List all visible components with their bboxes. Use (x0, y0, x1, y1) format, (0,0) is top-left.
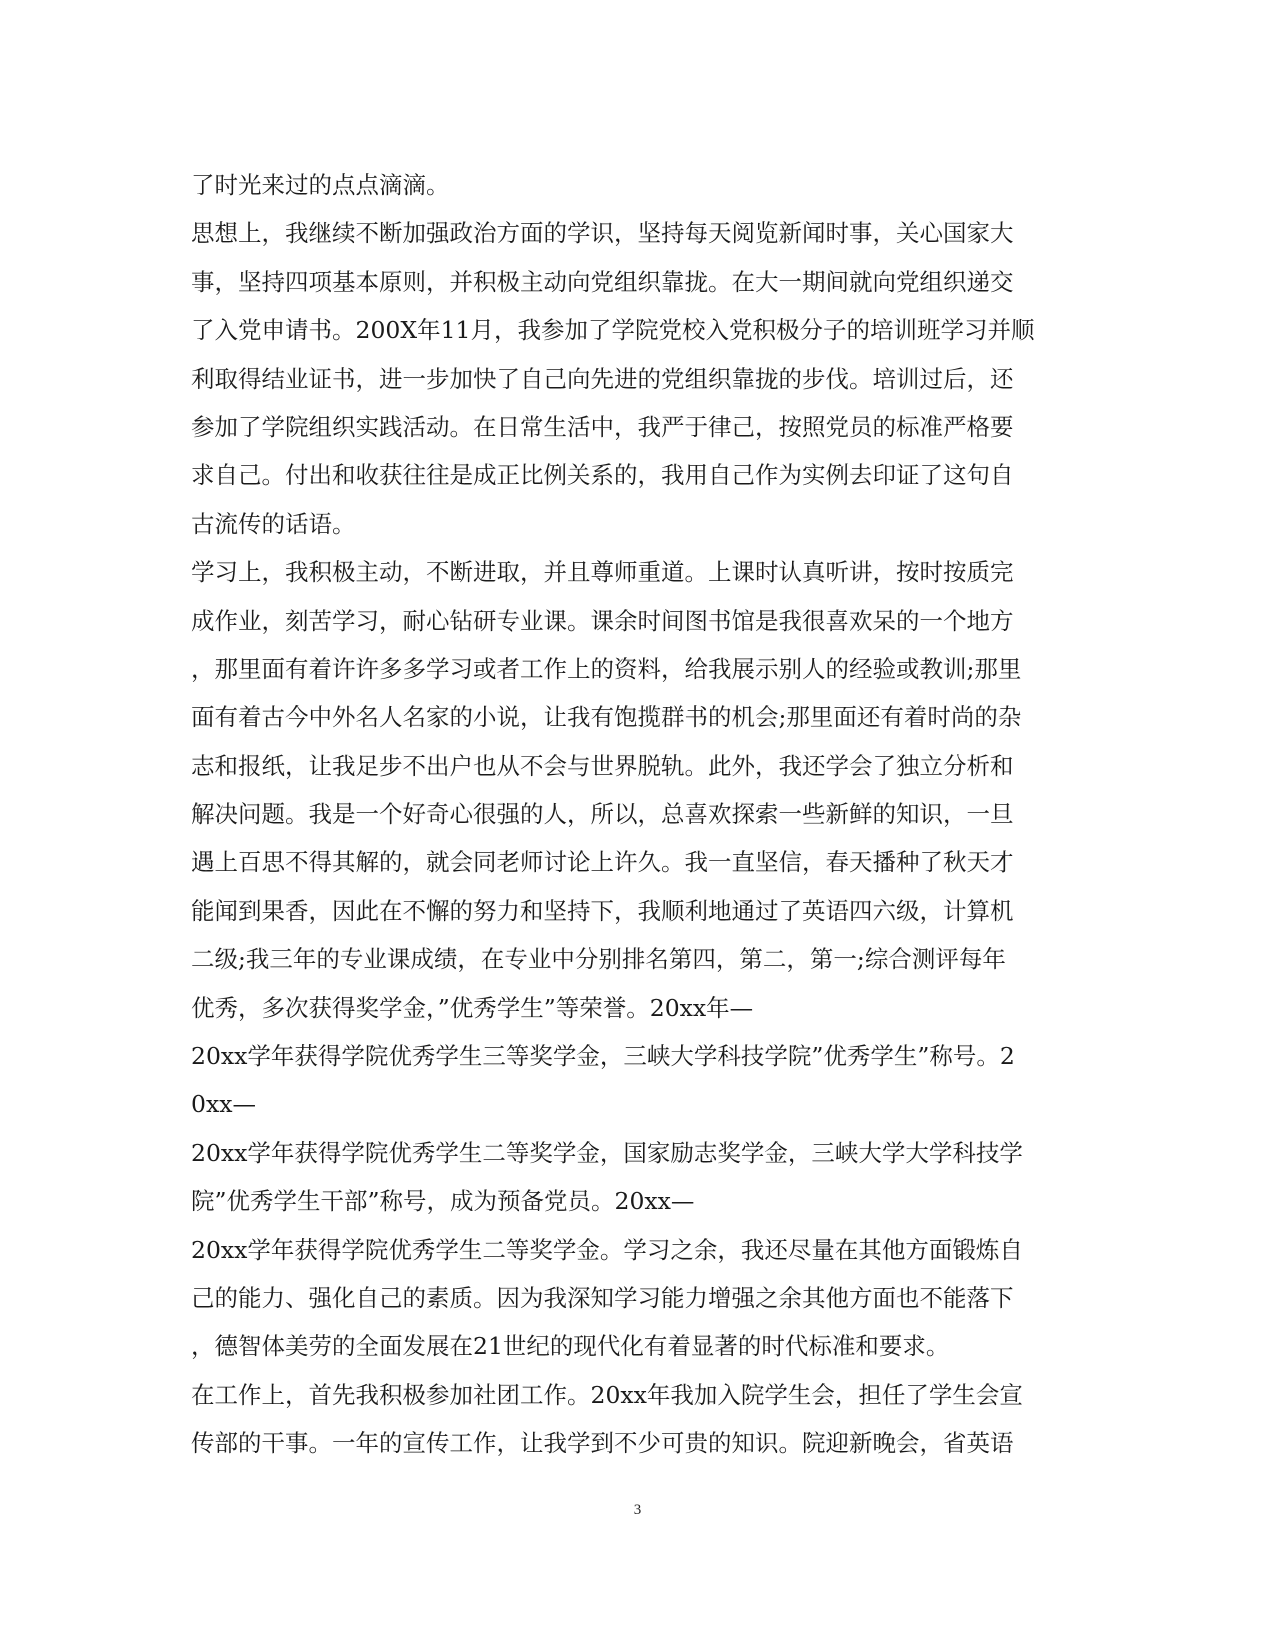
text-line: ，德智体美劳的全面发展在21世纪的现代化有着显著的时代标准和要求。 (191, 1332, 950, 1361)
text-line: 0xx— (191, 1090, 256, 1119)
text-line: 院”优秀学生干部”称号，成为预备党员。20xx— (191, 1187, 695, 1216)
text-line: 能闻到果香，因此在不懈的努力和坚持下，我顺利地通过了英语四六级，计算机 (191, 896, 1014, 925)
text-line: 20xx学年获得学院优秀学生二等奖学金。学习之余，我还尽量在其他方面锻炼自 (191, 1235, 1023, 1264)
text-line: 了入党申请书。200X年11月，我参加了学院党校入党积极分子的培训班学习并顺 (191, 316, 1035, 345)
text-line: 求自己。付出和收获往往是成正比例关系的，我用自己作为实例去印证了这句自 (191, 461, 1014, 490)
text-line: 解决问题。我是一个好奇心很强的人，所以，总喜欢探索一些新鲜的知识，一旦 (191, 800, 1014, 829)
text-line: 参加了学院组织实践活动。在日常生活中，我严于律己，按照党员的标准严格要 (191, 412, 1014, 441)
text-line: 二级;我三年的专业课成绩，在专业中分别排名第四，第二，第一;综合测评每年 (191, 945, 1006, 974)
text-line: 了时光来过的点点滴滴。 (191, 171, 450, 199)
text-line: 利取得结业证书，进一步加快了自己向先进的党组织靠拢的步伐。培训过后，还 (191, 364, 1014, 393)
text-line: 优秀，多次获得奖学金，”优秀学生”等荣誉。20xx年— (191, 993, 754, 1022)
text-line: 己的能力、强化自己的素质。因为我深知学习能力增强之余其他方面也不能落下 (191, 1283, 1014, 1312)
text-line: 在工作上，首先我积极参加社团工作。20xx年我加入院学生会，担任了学生会宣 (191, 1380, 1023, 1409)
body-text (191, 161, 1071, 1468)
text-line: 古流传的话语。 (191, 509, 356, 538)
text-line: 学习上，我积极主动，不断进取，并且尊师重道。上课时认真听讲，按时按质完 (191, 558, 1014, 587)
text-line: 志和报纸，让我足步不出户也从不会与世界脱轨。此外，我还学会了独立分析和 (191, 751, 1014, 780)
text-line: 成作业，刻苦学习，耐心钻研专业课。课余时间图书馆是我很喜欢呆的一个地方 (191, 606, 1014, 635)
text-line: 20xx学年获得学院优秀学生三等奖学金，三峡大学科技学院”优秀学生”称号。2 (191, 1042, 1015, 1071)
text-line: 事，坚持四项基本原则，并积极主动向党组织靠拢。在大一期间就向党组织递交 (191, 267, 1014, 296)
page-number: 3 (633, 1502, 642, 1518)
text-line: 遇上百思不得其解的，就会同老师讨论上许久。我一直坚信，春天播种了秋天才 (191, 848, 1014, 877)
text-line: 传部的干事。一年的宣传工作，让我学到不少可贵的知识。院迎新晚会，省英语 (191, 1429, 1014, 1458)
text-line: 思想上，我继续不断加强政治方面的学识，坚持每天阅览新闻时事，关心国家大 (191, 219, 1014, 248)
text-line: 面有着古今中外名人名家的小说，让我有饱揽群书的机会;那里面还有着时尚的杂 (191, 703, 1022, 732)
text-line: ，那里面有着许许多多学习或者工作上的资料，给我展示别人的经验或教训;那里 (191, 654, 1022, 683)
text-line: 20xx学年获得学院优秀学生二等奖学金，国家励志奖学金，三峡大学大学科技学 (191, 1138, 1023, 1167)
